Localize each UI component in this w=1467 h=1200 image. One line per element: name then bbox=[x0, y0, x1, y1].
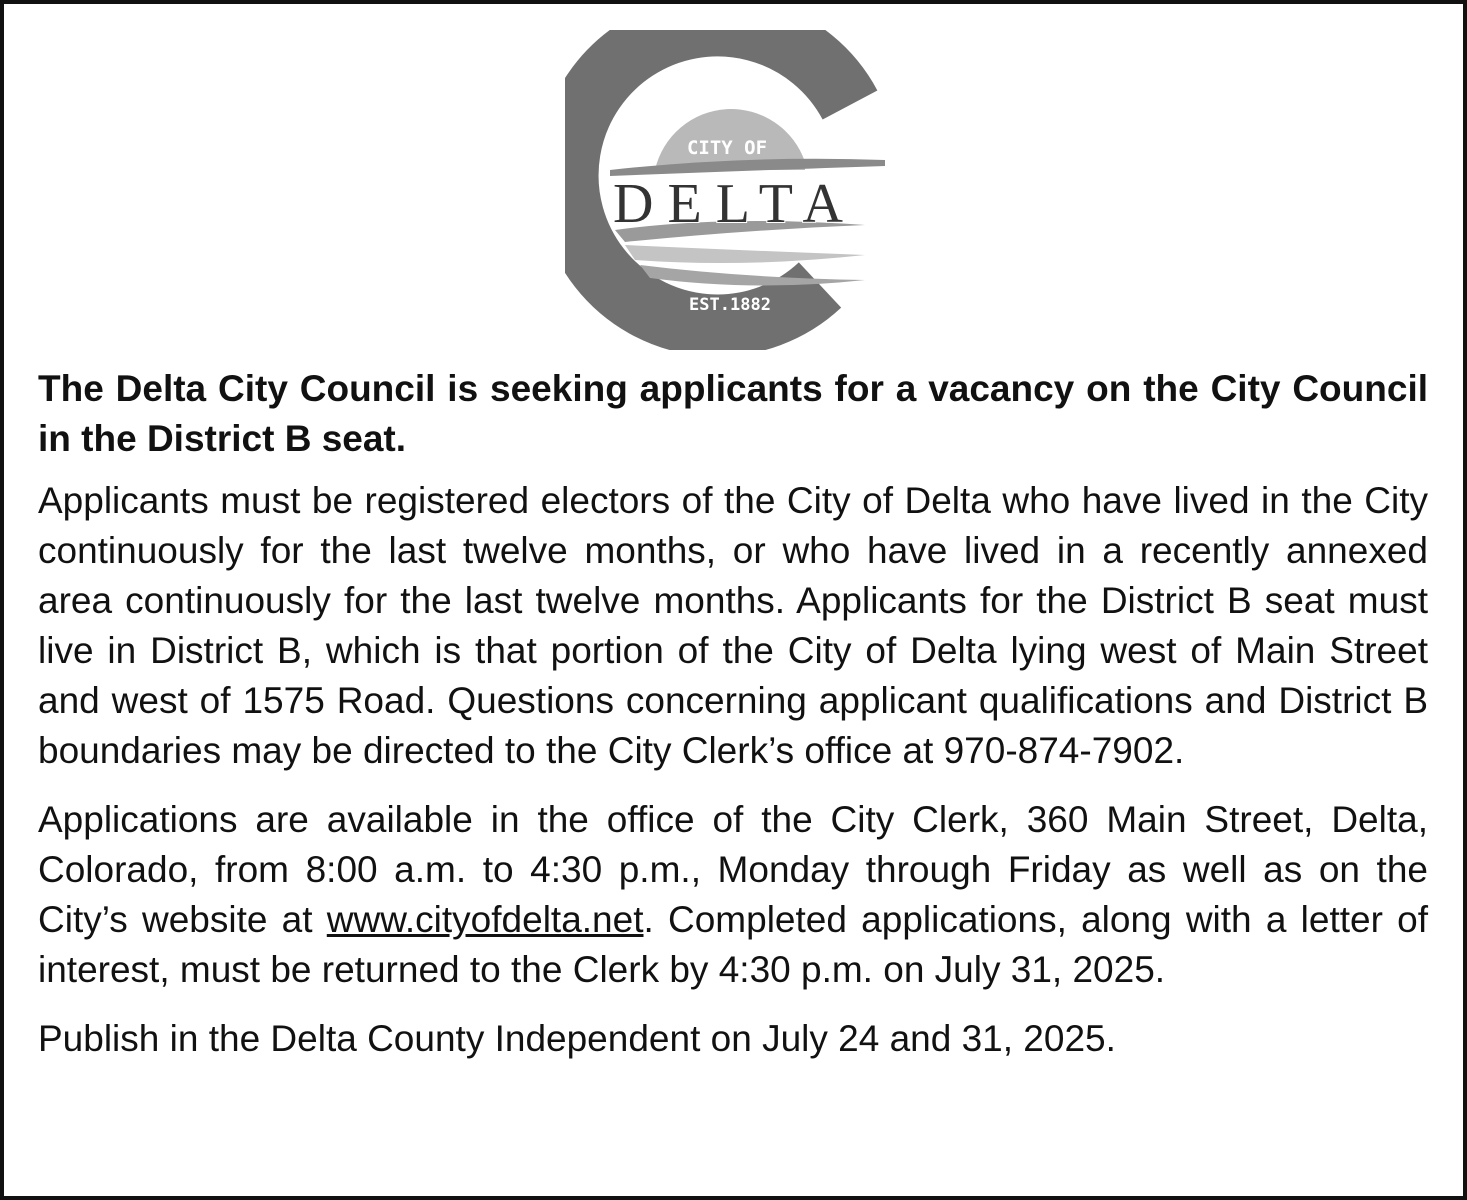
logo-city-of-text: CITY OF bbox=[686, 137, 768, 159]
notice-body bbox=[38, 364, 1428, 1064]
logo-est-text: EST.1882 bbox=[689, 295, 771, 315]
logo-wave-3 bbox=[640, 265, 865, 286]
applications-paragraph bbox=[38, 795, 1428, 995]
publish-line: Publish in the Delta County Independent on July 24 and 31, 2025. bbox=[38, 1018, 1116, 1059]
city-of-delta-logo bbox=[565, 30, 905, 350]
applications-text-before: Applications are available in the office of the City Clerk, 360 Main Street, Delta, Colorado, from 8:00 a.m. to 4:30 p.m., Monday through Friday as well as on the City’s website at bbox=[38, 799, 1428, 940]
website-link[interactable]: www.cityofdelta.net bbox=[326, 899, 644, 940]
logo-delta-text: DELTA bbox=[613, 173, 857, 235]
notice-headline: The Delta City Council is seeking applicants for a vacancy on the City Council in the District B seat. bbox=[38, 368, 1428, 459]
applications-text-after: . Completed applications, along with a letter of interest, must be returned to the Clerk by 4:30 p.m. on July 31, 2025. bbox=[38, 899, 1429, 990]
eligibility-paragraph: Applicants must be registered electors of the City of Delta who have lived in the City continuously for the last twelve months, or who have lived in a recently annexed area continuously for the last twelve months. Applicants for the District B seat must live in District B, which is that portion of the City of Delta lying west of Main Street and west of 1575 Road. Questions concerning applicant qualifications and District B boundaries may be directed to the City Clerk’s office at 970-874-7902. bbox=[38, 480, 1428, 771]
logo-wave-2 bbox=[625, 245, 865, 263]
